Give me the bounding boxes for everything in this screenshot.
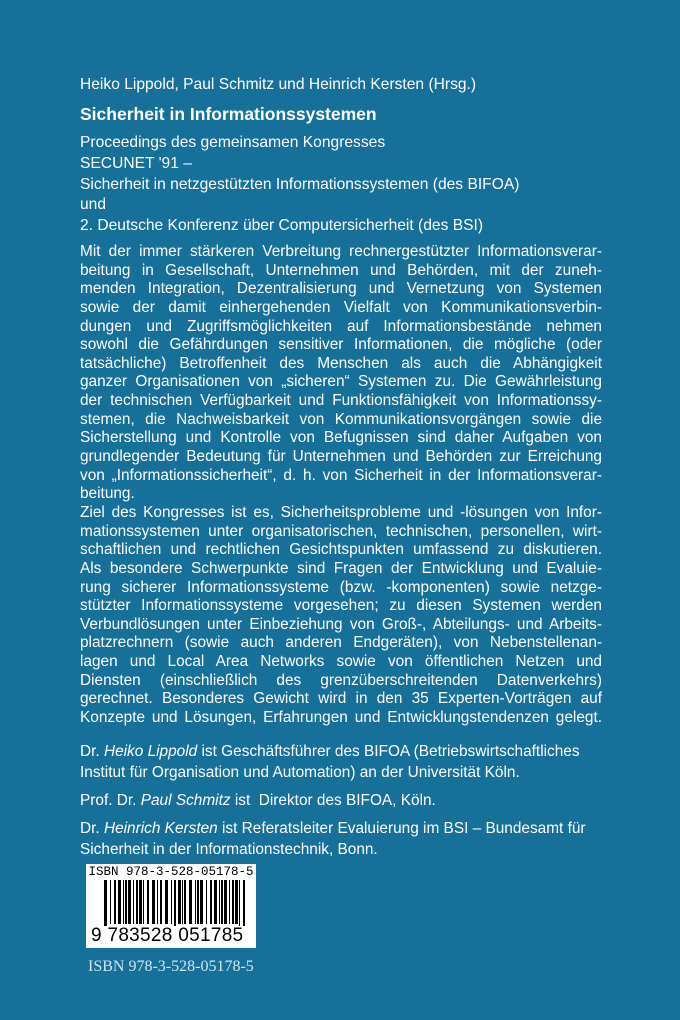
bio-name: Paul Schmitz [140, 792, 231, 809]
barcode-bar [152, 880, 155, 924]
barcode-bar [160, 880, 162, 924]
text-line: gerechnet. Besonderes Gewicht wird in den 35 Experten-Vorträgen auf [80, 690, 602, 708]
barcode-bar [110, 880, 111, 924]
barcode-bar [229, 880, 230, 924]
barcode-bar [139, 880, 142, 924]
barcode-bar [182, 880, 183, 924]
text-line: menden Integration, Dezentralisierung und Vernetzung von Systemen [80, 280, 602, 298]
text-line: der technischen Verfügbarkeit und Funktionsfähigkeit von Informationssy- [80, 392, 602, 410]
text-line: sowohl die Gefährdungen sensitiver Informationen, die mögliche (oder [80, 336, 602, 354]
bio-name: Heiko Lippold [103, 743, 198, 760]
subtitle-line: Sicherheit in netzgestützten Informationssystemen (des BIFOA) [80, 175, 520, 193]
bio-prefix: Dr. [80, 820, 104, 837]
bio-text: Sicherheit in der Informationstechnik, Bonn. [80, 841, 378, 858]
barcode-bar [165, 880, 168, 924]
isbn-barcode [86, 864, 256, 948]
editor-bio-lippold [80, 741, 602, 783]
bio-text: ist Direktor des BIFOA, Köln. [230, 792, 436, 809]
subtitle-line: Proceedings des gemeinsamen Kongresses [80, 134, 386, 151]
barcode-bar [195, 880, 196, 924]
description-paragraph-2 [80, 504, 602, 728]
barcode-number: 9 783528 051785 [91, 925, 244, 946]
barcode-bar [197, 880, 199, 924]
text-line: ganzer Organisationen von „sicheren“ Systemen zu. Die Gewährleistung [80, 373, 602, 391]
text-line: lagen und Local Area Networks sowie von öffentlichen Netzen und [80, 653, 602, 671]
barcode-isbn-text: ISBN 978-3-528-05178-5 [88, 865, 254, 879]
barcode-bar [224, 880, 227, 924]
barcode-bar [171, 880, 172, 924]
barcode-bar [178, 880, 181, 924]
text-line: Als besondere Schwerpunkte sind Fragen der Entwicklung und Evaluie- [80, 559, 602, 577]
subtitle-line: und [80, 196, 107, 214]
barcode-bar [147, 880, 149, 924]
barcode-bar [118, 880, 121, 924]
subtitle [80, 133, 602, 237]
barcode-bar [157, 880, 158, 924]
text-line: Ziel des Kongresses ist es, Sicherheitsprobleme und -lösungen von Infor- [80, 503, 602, 521]
barcode-bar [206, 880, 207, 924]
barcode-bar [184, 880, 186, 924]
barcode-bar [136, 880, 138, 924]
barcode-bar [221, 880, 223, 924]
bio-name: Heinrich Kersten [103, 820, 218, 837]
barcode-bar [214, 880, 217, 924]
barcode-bar [143, 880, 144, 924]
text-line: grundlegender Bedeutung für Unternehmen und Behörden zur Erreichung [80, 448, 602, 466]
text-line: beitung in Gesellschaft, Unternehmen und Behörden, mit der zuneh- [80, 261, 602, 279]
barcode-bar [174, 880, 176, 926]
editors-line: Heiko Lippold, Paul Schmitz und Heinrich Kersten (Hrsg.) [80, 76, 477, 93]
text-line: rung sicherer Informationssysteme (bzw. -komponenten) sowie netzge- [80, 578, 602, 596]
barcode-bar [210, 880, 212, 924]
description [80, 243, 602, 728]
book-title: Sicherheit in Informationssystemen [80, 104, 377, 124]
description-paragraph-1 [80, 243, 602, 504]
bio-text: ist Referatsleiter Evaluierung im BSI – Bundesamt für [217, 820, 586, 837]
barcode-bar [123, 880, 124, 924]
editor-bio-schmitz [80, 790, 602, 811]
barcode-bar [219, 880, 220, 924]
barcode-bar [133, 880, 134, 924]
barcode-bar [232, 880, 234, 924]
isbn-text: ISBN 978-3-528-05178-5 [88, 958, 254, 975]
bio-prefix: Prof. Dr. [80, 792, 141, 809]
barcode-bar [128, 880, 131, 924]
text-line: Diensten (einschließlich des grenzüberschreitenden Datenverkehrs) [80, 671, 602, 689]
bio-prefix: Dr. [80, 743, 104, 760]
bio-text: ist Geschäftsführer des BIFOA (Betriebswirtschaftliches [197, 743, 580, 760]
barcode-bar [104, 880, 107, 926]
text-line: stemen, die Nachweisbarkeit von Kommunikationsvorgängen sowie die [80, 410, 602, 428]
barcode-bar [189, 880, 192, 924]
barcode-bar [114, 880, 116, 924]
text-line: Mit der immer stärkeren Verbreitung rechnergestützter Informationsverar- [80, 243, 602, 260]
text-line: beitung. [80, 485, 135, 503]
text-line: von „Informationssicherheit“, d. h. von Sicherheit in der Informationsverar- [80, 466, 602, 484]
barcode-bar [235, 880, 238, 924]
barcode-bar [125, 880, 127, 924]
barcode-bars [104, 880, 246, 926]
text-line: Konzepte und Lösungen, Erfahrungen und Entwicklungstendenzen gelegt. [80, 709, 602, 727]
text-line: mationssystemen unter organisatorischen, technischen, personellen, wirt- [80, 522, 602, 540]
text-line: Verbundlösungen unter Einbeziehung von Groß-, Abteilungs- und Arbeits- [80, 615, 602, 633]
text-line: tatsächliche) Betroffenheit des Menschen als auch die Abhängigkeit [80, 354, 602, 372]
barcode-bar [200, 880, 203, 924]
editor-bio-kersten [80, 818, 602, 860]
text-line: schaftlichen und rechtlichen Gesichtspunkten umfassend zu diskutieren. [80, 541, 602, 559]
text-line: Sicherstellung und Kontrolle von Befugnissen sind daher Aufgaben von [80, 429, 602, 447]
barcode-bar [243, 880, 245, 926]
text-line: sowie der damit einhergehenden Vielfalt von Kommunikationsverbin- [80, 298, 602, 316]
text-line: dungen und Zugriffsmöglichkeiten auf Informationsbestände nehmen [80, 317, 602, 335]
subtitle-line: 2. Deutsche Konferenz über Computersicherheit (des BSI) [80, 217, 484, 235]
text-line: stützter Informationssysteme vorgesehen; zu diesen Systemen werden [80, 597, 602, 615]
text-line: platzrechnern (sowie auch anderen Endgeräten), von Nebenstellenan- [80, 634, 602, 652]
barcode-bar [239, 880, 240, 926]
bio-text: Institut für Organisation und Automation) an der Universität Köln. [80, 764, 520, 781]
subtitle-line: SECUNET '91 – [80, 154, 192, 172]
